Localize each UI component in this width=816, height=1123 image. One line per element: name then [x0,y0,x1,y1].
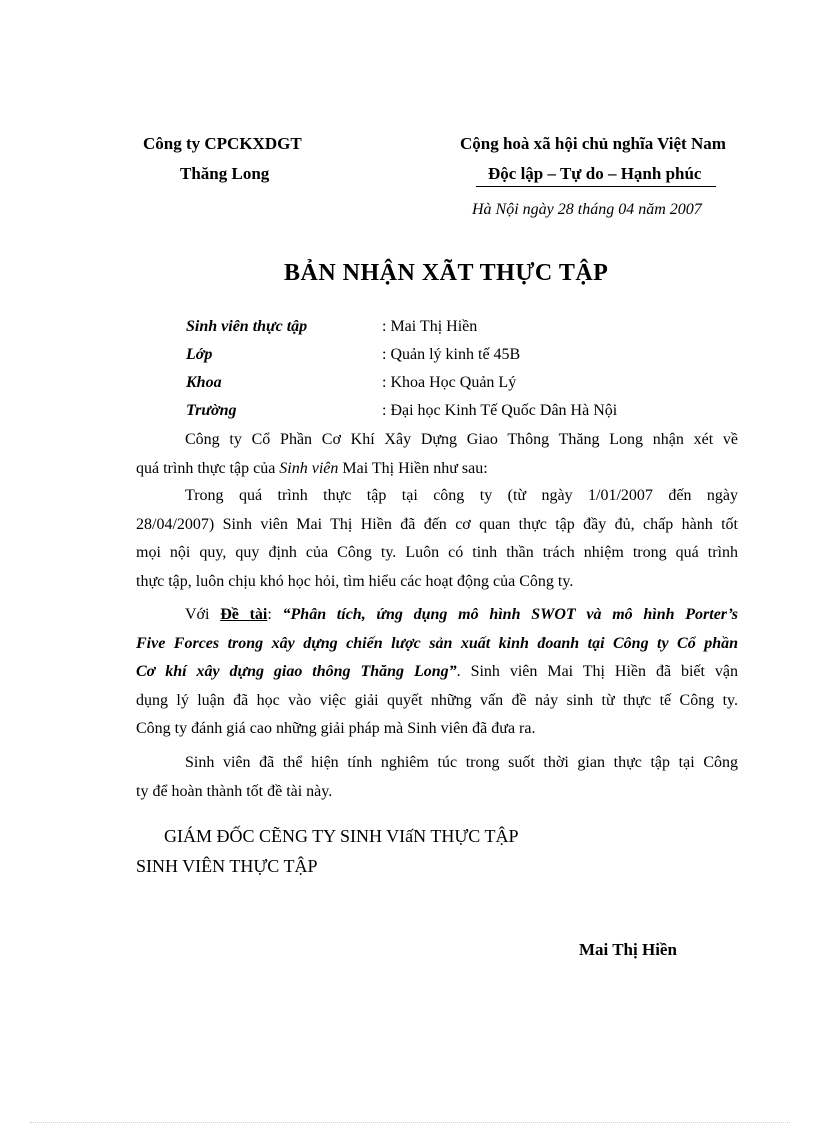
intro-text-italic: Sinh viên [279,459,339,477]
info-label-student: Sinh viên thực tập [186,318,308,335]
paragraph-topic-line1 [136,601,738,630]
company-name-line1: Công ty CPCKXDGT [143,134,302,153]
paragraph-assessment-line3: mọi nội quy, quy định của Công ty. Luôn có tinh thần trách nhiệm trong quá trình [136,544,738,561]
info-value-class: : Quản lý kinh tế 45B [382,346,521,363]
info-label-faculty: Khoa [186,374,222,391]
paragraph-topic-line2: Five Forces trong xây dựng chiến lược sản xuất kinh đoanh tại Công ty Cổ phần [136,634,738,652]
motto-underline [476,186,716,187]
date-line: Hà Nội ngày 28 tháng 04 năm 2007 [472,201,702,218]
paragraph-conclusion [136,749,738,806]
paragraph-topic-line4: dụng lý luận đã học vào việc giải quyết những vấn đề nảy sinh từ thực tế Công ty. [136,691,738,709]
nation-motto: Độc lập – Tự do – Hạnh phúc [488,164,702,183]
paragraph-intro-line2 [136,455,738,484]
topic-title-part1: “Phân tích, ứng dụng mô hình SWOT và mô hình Porter’s [282,606,738,623]
topic-comment: . Sinh viên Mai Thị Hiền đã biết vận [456,663,739,680]
paragraph-assessment [136,482,738,596]
topic-colon: : [267,606,283,623]
signature-heading-director: GIÁM ĐỐC CẼNG TY SINH VIấN THỰC TẬP [164,826,519,846]
paragraph-intro-line1: Công ty Cổ Phần Cơ Khí Xây Dựng Giao Thông Thăng Long nhận xét về [185,431,738,448]
info-label-class: Lớp [186,346,213,363]
intro-text-c: Mai Thị Hiền như sau: [338,459,488,477]
info-value-student: : Mai Thị Hiền [382,318,478,335]
paragraph-intro [136,426,738,483]
info-value-university: : Đại học Kinh Tế Quốc Dân Hà Nội [382,402,618,419]
paragraph-assessment-line2: 28/04/2007) Sinh viên Mai Thị Hiền đã đến cơ quan thực tập đầy đủ, chấp hành tốt [136,515,738,533]
signature-student-name: Mai Thị Hiền [579,940,677,959]
company-name-line2: Thăng Long [180,164,270,183]
topic-title-part3: Cơ khí xây dựng giao thông Thăng Long” [136,663,457,680]
paragraph-topic-line3 [136,658,738,687]
paragraph-topic-line5: Công ty đánh giá cao những giải pháp mà Sinh viên đã đưa ra. [136,720,536,737]
document-title: BẢN NHẬN XÃT THỰC TẬP [284,260,609,286]
paragraph-conclusion-line1: Sinh viên đã thể hiện tính nghiêm túc trong suốt thời gian thực tập tại Công [185,754,738,771]
signature-heading-student: SINH VIÊN THỰC TẬP [136,856,318,876]
nation-title: Cộng hoà xã hội chủ nghĩa Việt Nam [460,134,726,153]
paragraph-topic [136,601,738,744]
paragraph-conclusion-line2: ty để hoàn thành tốt đề tài này. [136,782,333,800]
paragraph-assessment-line1: Trong quá trình thực tập tại công ty (từ ngày 1/01/2007 đến ngày [185,487,738,504]
intro-text-a: quá trình thực tập của [136,459,280,477]
topic-prefix: Với [185,606,221,623]
info-label-university: Trường [186,402,237,419]
info-value-faculty: : Khoa Học Quản Lý [382,374,517,391]
topic-label: Đề tài [220,606,268,623]
paragraph-assessment-line4: thực tập, luôn chịu khó học hỏi, tìm hiểu các hoạt động của Công ty. [136,572,574,590]
